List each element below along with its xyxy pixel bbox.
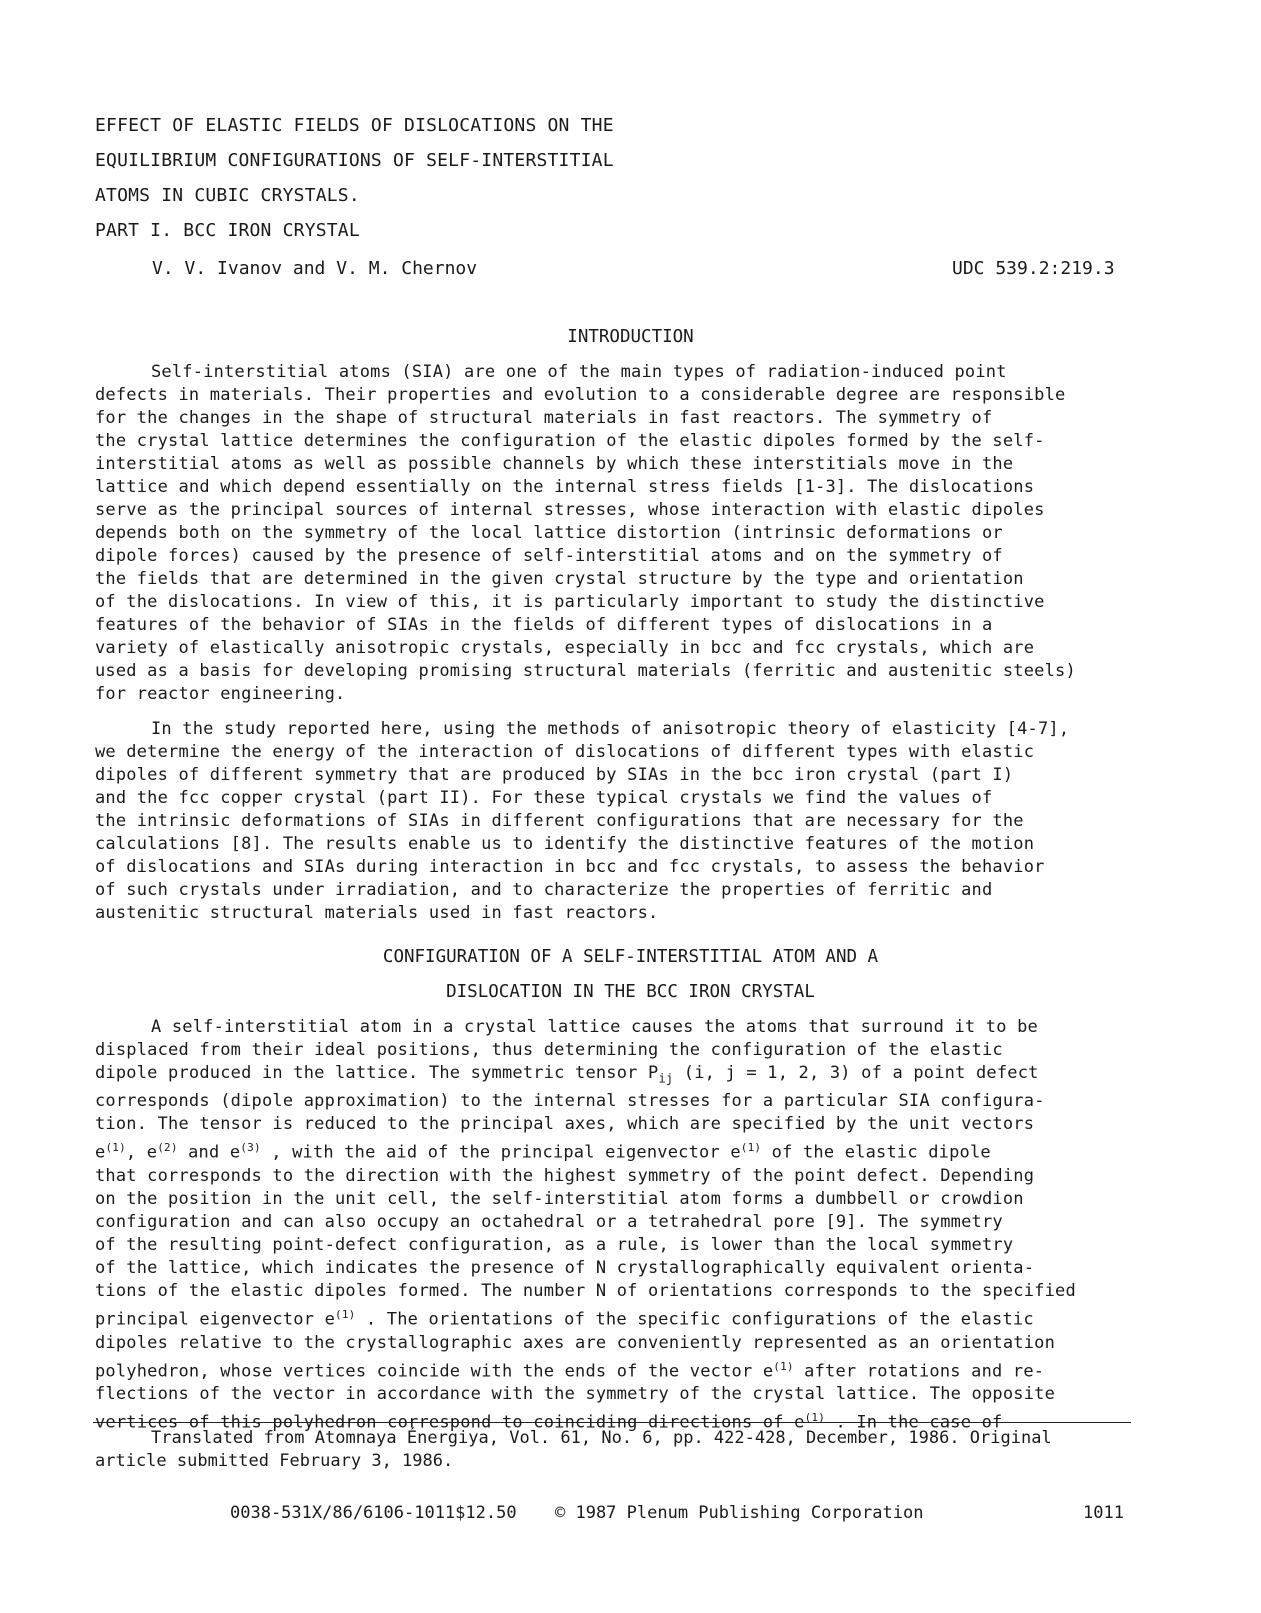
- text-line: the fields that are determined in the given crystal structure by the type and orientation: [95, 569, 1024, 589]
- text-line: we determine the energy of the interaction of dislocations of different types with elastic: [95, 742, 1035, 762]
- text-line: tions of the elastic dipoles formed. The number N of orientations corresponds to the specified: [95, 1281, 1076, 1302]
- section-paragraph: [95, 1016, 1160, 1435]
- page-number: 1011: [1083, 1503, 1124, 1523]
- text-line: configuration and can also occupy an octahedral or a tetrahedral pore [9]. The symmetry: [95, 1212, 1003, 1233]
- text-line: features of the behavior of SIAs in the fields of different types of dislocations in a: [95, 615, 993, 635]
- text-line: of such crystals under irradiation, and to characterize the properties of ferritic and: [95, 880, 993, 900]
- text-line: principal eigenvector $e^{(1)}$ . The orientations of the specific configurations of the elastic: [95, 1308, 1034, 1330]
- title-line-4: PART I. BCC IRON CRYSTAL: [95, 220, 360, 241]
- text-line: of the lattice, which indicates the presence of N crystallographically equivalent orienta-: [95, 1258, 1035, 1279]
- text-line: dipole forces) caused by the presence of self-interstitial atoms and on the symmetry of: [95, 546, 1003, 566]
- footnote-line-2: article submitted February 3, 1986.: [95, 1451, 454, 1471]
- text-line: used as a basis for developing promising structural materials (ferritic and austenitic steels): [95, 661, 1076, 681]
- text-line: defects in materials. Their properties and evolution to a considerable degree are responsible: [95, 385, 1066, 405]
- text-line: polyhedron, whose vertices coincide with the ends of the vector $e^{(1)}$ after rotations and re-: [95, 1359, 1045, 1382]
- authors: V. V. Ivanov and V. M. Chernov: [152, 258, 478, 279]
- text-line: A self-interstitial atom in a crystal lattice causes the atoms that surround it to be: [151, 1017, 1038, 1037]
- text-line: that corresponds to the direction with the highest symmetry of the point defect. Depending: [95, 1166, 1035, 1187]
- text-line: serve as the principal sources of internal stresses, whose interaction with elastic dipoles: [95, 500, 1045, 520]
- text-line: variety of elastically anisotropic crystals, especially in bcc and fcc crystals, which are: [95, 638, 1035, 658]
- introduction-paragraph-2: [95, 718, 1160, 925]
- footer-copyright: © 1987 Plenum Publishing Corporation: [555, 1503, 924, 1523]
- text-line: interstitial atoms as well as possible channels by which these interstitials move in the: [95, 454, 1014, 474]
- text-line: for reactor engineering.: [95, 684, 346, 704]
- text-line: flections of the vector in accordance with the symmetry of the crystal lattice. The opposite: [95, 1384, 1056, 1405]
- text-line: depends both on the symmetry of the local lattice distortion (intrinsic deformations or: [95, 523, 1003, 543]
- footnote-divider: [93, 1422, 1131, 1423]
- text-line: dipoles of different symmetry that are produced by SIAs in the bcc iron crystal (part I): [95, 765, 1014, 785]
- title-line-3: ATOMS IN CUBIC CRYSTALS.: [95, 185, 360, 206]
- introduction-heading: INTRODUCTION: [567, 327, 694, 347]
- text-line: and the fcc copper crystal (part II). For these typical crystals we find the values of: [95, 788, 993, 808]
- text-line: for the changes in the shape of structural materials in fast reactors. The symmetry of: [95, 408, 993, 428]
- text-line: In the study reported here, using the methods of anisotropic theory of elasticity [4-7],: [151, 719, 1070, 739]
- section-heading-line-2: DISLOCATION IN THE BCC IRON CRYSTAL: [446, 982, 815, 1002]
- text-line: lattice and which depend essentially on the internal stress fields [1-3]. The dislocations: [95, 477, 1035, 497]
- text-line: calculations [8]. The results enable us to identify the distinctive features of the motion: [95, 834, 1035, 854]
- title-line-1: EFFECT OF ELASTIC FIELDS OF DISLOCATIONS ON THE: [95, 115, 614, 136]
- text-line: on the position in the unit cell, the self-interstitial atom forms a dumbbell or crowdion: [95, 1189, 1024, 1210]
- text-line: vertices of this polyhedron correspond to coinciding directions of $e^{(1)}$ . In the case of: [95, 1411, 1003, 1434]
- paper-title: [95, 108, 614, 248]
- footnote-line-1: Translated from Atomnaya Énergiya, Vol. 61, No. 6, pp. 422-428, December, 1986. Original: [151, 1428, 1052, 1448]
- footnote: [95, 1427, 1160, 1473]
- text-line: the crystal lattice determines the configuration of the elastic dipoles formed by the self-: [95, 431, 1045, 451]
- footer-code: 0038-531X/86/6106-1011$12.50: [230, 1503, 517, 1523]
- text-line: of dislocations and SIAs during interaction in bcc and fcc crystals, to assess the behavior: [95, 857, 1045, 877]
- text-line: $e^{(1)}$, $e^{(2)}$ and $e^{(3)}$ , with the aid of the principal eigenvector $e^{(1)}$ of the elastic dipole: [95, 1141, 991, 1164]
- text-line: displaced from their ideal positions, thus determining the configuration of the elastic: [95, 1040, 1003, 1060]
- text-line: corresponds (dipole approximation) to the internal stresses for a particular SIA configura-: [95, 1091, 1045, 1112]
- text-line: dipole produced in the lattice. The symmetric tensor $P_{ij}$ (i, j = 1, 2, 3) of a point defect: [95, 1063, 1039, 1086]
- text-line: austenitic structural materials used in fast reactors.: [95, 903, 659, 923]
- text-line: of the dislocations. In view of this, it is particularly important to study the distinctive: [95, 592, 1045, 612]
- introduction-paragraph-1: [95, 361, 1160, 706]
- section-heading-line-1: CONFIGURATION OF A SELF-INTERSTITIAL ATOM AND A: [382, 947, 879, 967]
- text-line: tion. The tensor is reduced to the principal axes, which are specified by the unit vectors: [95, 1114, 1035, 1135]
- text-line: Self-interstitial atoms (SIA) are one of the main types of radiation-induced point: [151, 362, 1007, 382]
- title-line-2: EQUILIBRIUM CONFIGURATIONS OF SELF-INTERSTITIAL: [95, 150, 614, 171]
- text-line: dipoles relative to the crystallographic axes are conveniently represented as an orientation: [95, 1332, 1056, 1353]
- text-line: of the resulting point-defect configuration, as a rule, is lower than the local symmetry: [95, 1235, 1014, 1256]
- text-line: the intrinsic deformations of SIAs in different configurations that are necessary for the: [95, 811, 1024, 831]
- udc-code: UDC 539.2:219.3: [952, 258, 1115, 279]
